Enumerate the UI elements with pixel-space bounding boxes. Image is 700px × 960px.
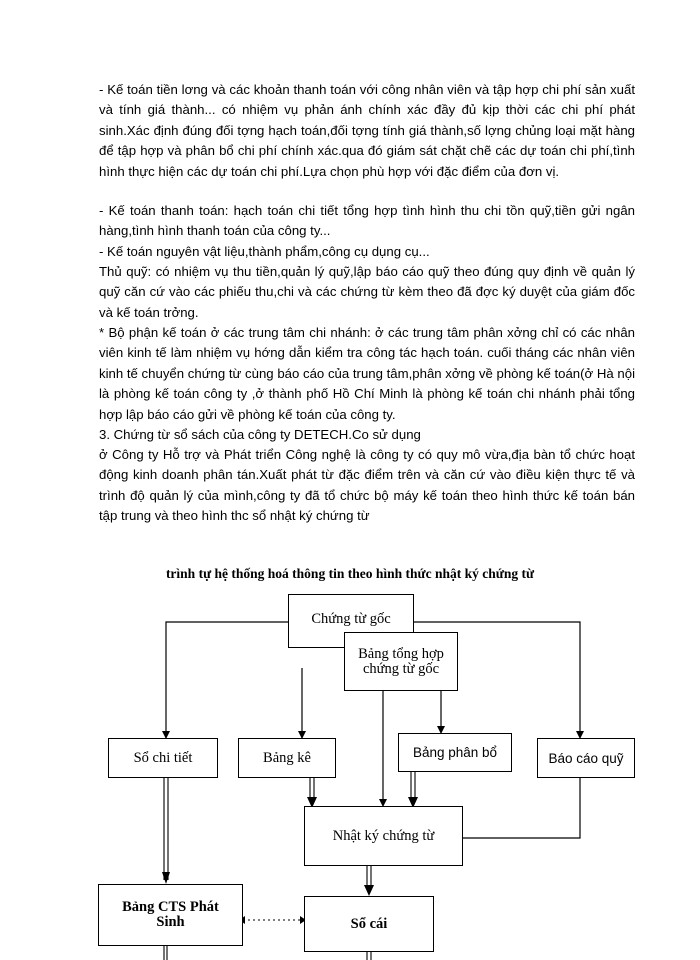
paragraph-thu-quy: Thủ quỹ: có nhiệm vụ thu tiền,quản lý quỹ,lập báo cáo quỹ theo đúng quy định về quản lý quỹ căn cứ vào các phiếu thu,chi và các chứng từ kèm theo đã đợc ký duyệt của giám đốc và kế toán trởng. bbox=[99, 264, 635, 320]
paragraph-cong-ty: ở Công ty Hỗ trợ và Phát triển Công nghệ là công ty có quy mô vừa,địa bàn tổ chức hoạt động kinh doanh phân tán.Xuất phát từ đặc điểm trên và căn cứ vào điều kiện thực tế và trình độ quản lý của mình,công ty đã tổ chức bộ máy kế toán theo hình thức kế toán bán tập trung và theo hình thc sổ nhật ký chứng từ bbox=[99, 447, 635, 524]
box-so-cai: Sổ cái bbox=[304, 896, 434, 952]
section-heading-chung-tu: 3. Chứng từ sổ sách của công ty DETECH.Co sử dụng bbox=[99, 427, 421, 442]
paragraph-ke-toan-thanh-toan: - Kế toán thanh toán: hạch toán chi tiết tổng hợp tình hình thu chi tồn quỹ,tiền gửi ngân hàng,tình hình thanh toán của công ty... bbox=[99, 203, 635, 239]
paragraph-bo-phan-ke-toan: * Bộ phận kế toán ở các trung tâm chi nhánh: ở các trung tâm phân xởng chỉ có các nhân viên kinh tế làm nhiệm vụ hớng dẫn kiểm tra công tác hạch toán. cuối tháng các nhân viên kinh tế chuyển chứng từ cùng báo cáo của trung tâm,phân xởng về phòng kế toán(ở Hà nội là phòng kế toán công ty ,ở thành phố Hồ Chí Minh là phòng kế toán chi nhánh phải tổng hợp lập báo cáo gửi về phòng kế toán của công ty. bbox=[99, 325, 635, 422]
box-nhat-ky-chung-tu: Nhật ký chứng từ bbox=[304, 806, 463, 866]
box-bang-ke: Bảng kê bbox=[238, 738, 336, 778]
box-bang-tong-hop: Bảng tổng hợp chứng từ gốc bbox=[344, 632, 458, 691]
box-bao-cao-quy: Báo cáo quỹ bbox=[537, 738, 635, 778]
paragraph-ke-toan-nguyen-vat-lieu: - Kế toán nguyên vật liệu,thành phẩm,công cụ dụng cụ... bbox=[99, 244, 430, 259]
connector-gốc-to-so-chi-tiet bbox=[166, 622, 288, 738]
box-so-chi-tiet: Sổ chi tiết bbox=[108, 738, 218, 778]
diagram-caption: trình tự hệ thống hoá thông tin theo hình thức nhật ký chứng từ bbox=[165, 566, 535, 581]
connector-quy-to-nhat-ky bbox=[463, 778, 580, 838]
box-bang-cts-phat-sinh: Bảng CTS Phát Sinh bbox=[98, 884, 243, 946]
paragraph-ke-toan-tien-luong: - Kế toán tiền lơng và các khoản thanh toán với công nhân viên và tập hợp chi phí sản xuất và tính giá thành... có nhiệm vụ phản ánh chính xác đầy đủ kịp thời các chi phí phát sinh.Xác định đúng đối tợng hạch toán,đối tợng tính giá thành,số lợng chủng loại mặt hàng để tập hợp và phân bổ chi phí chính xác.qua đó giám sát chặt chẽ các dự toán chi phí,tình hình thực hiện các dự toán chi phí.Lựa chọn phù hợp với đặc điểm của đơn vị. bbox=[99, 82, 635, 179]
box-chung-tu-goc: Chứng từ gốc bbox=[288, 594, 414, 648]
box-bang-phan-bo: Bảng phân bổ bbox=[398, 733, 512, 772]
